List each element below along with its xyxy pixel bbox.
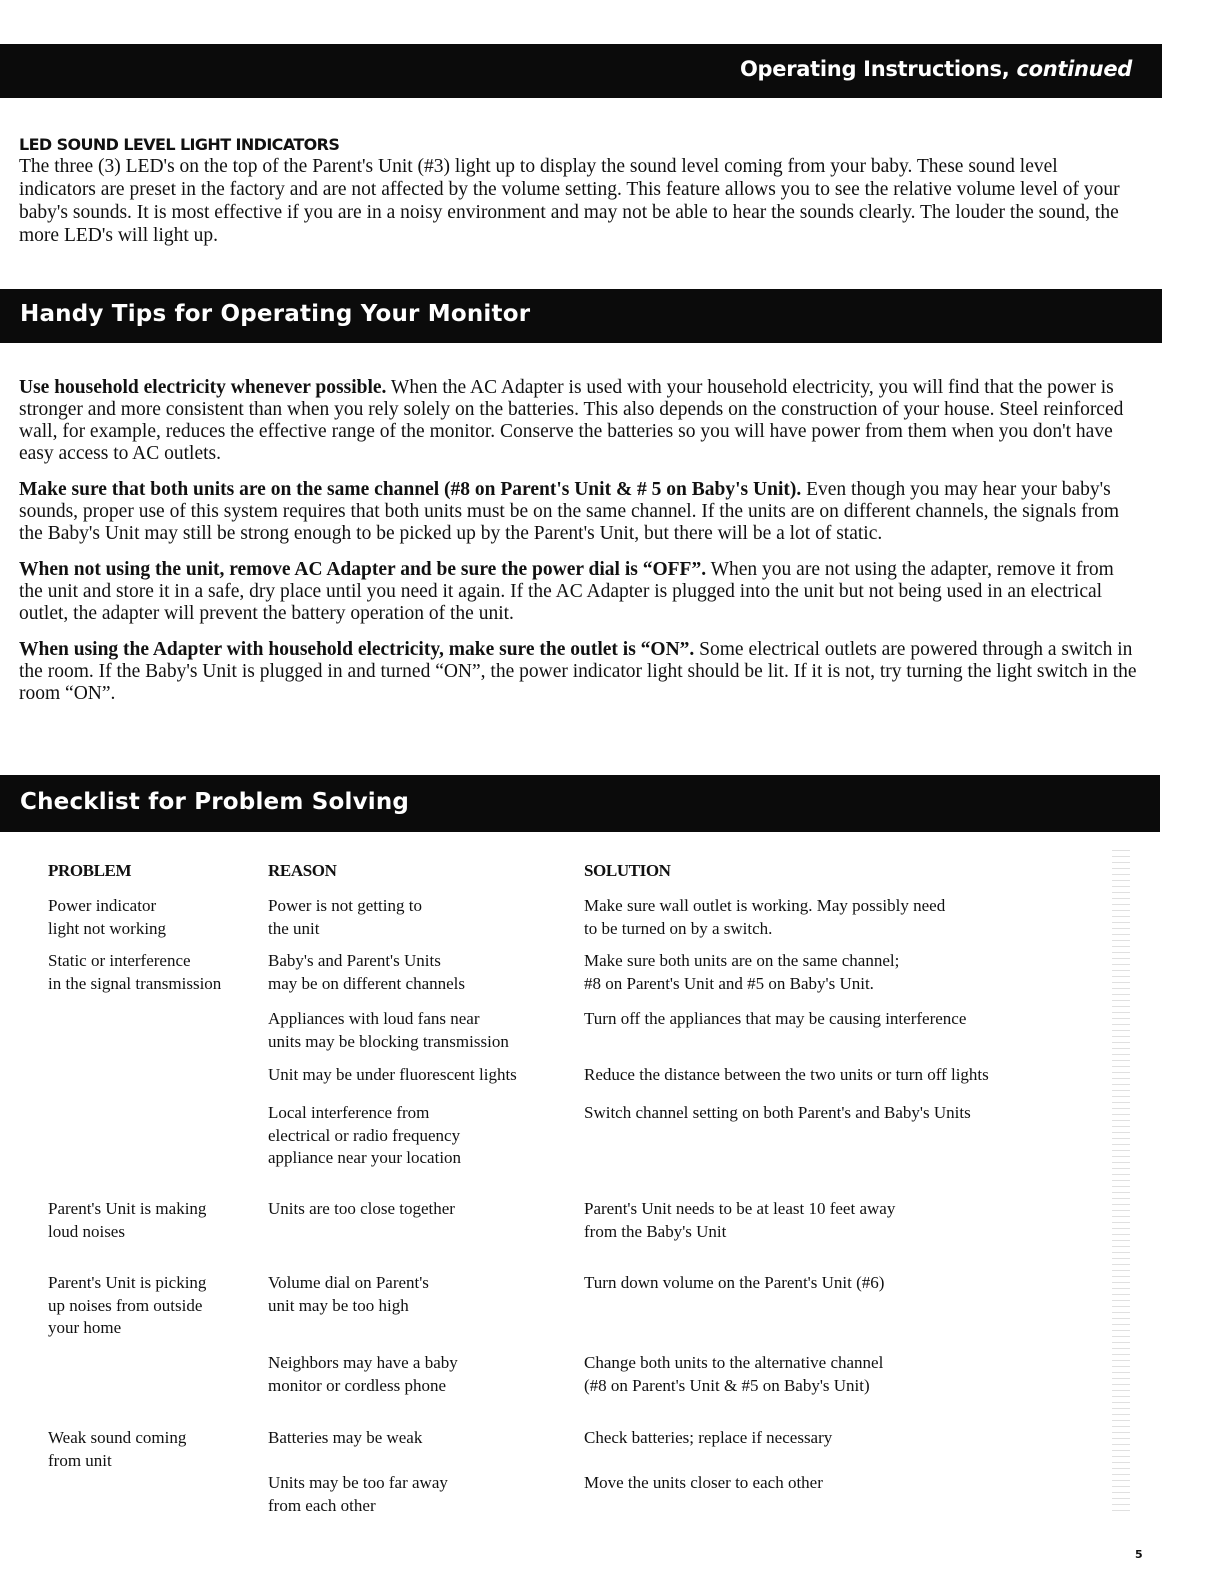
header-title: Operating Instructions, continued	[740, 57, 1132, 81]
solution-cell: Parent's Unit needs to be at least 10 feet away from the Baby's Unit	[584, 1199, 896, 1241]
solution-cell: Make sure wall outlet is working. May possibly need to be turned on by a switch.	[584, 896, 946, 938]
column-header-solution: SOLUTION	[584, 861, 671, 880]
reason-cell: Local interference from electrical or radio frequency appliance near your location	[268, 1103, 462, 1167]
column-header-problem: PROBLEM	[48, 861, 132, 880]
scan-margin-noise	[1112, 850, 1130, 1515]
reason-cell: Power is not getting to the unit	[268, 896, 422, 938]
tip-item: When using the Adapter with household electricity, make sure the outlet is “ON”. Some electrical outlets are powered through a switch in the room. If the Baby's Unit is plugged in and turned “ON”, the power indicator light should be lit. If it is not, try turning the light switch in the room “ON”.	[19, 639, 1137, 704]
solution-cell: Move the units closer to each other	[584, 1473, 823, 1492]
checklist-table	[0, 855, 1224, 1535]
reason-cell: Neighbors may have a baby monitor or cordless phone	[268, 1353, 458, 1395]
problem-cell: Power indicator light not working	[48, 896, 167, 938]
solution-cell: Check batteries; replace if necessary	[584, 1428, 833, 1447]
led-section	[19, 135, 1139, 247]
reason-cell: Volume dial on Parent's unit may be too high	[268, 1273, 429, 1315]
problem-cell: Parent's Unit is making loud noises	[48, 1199, 207, 1241]
solution-cell: Turn off the appliances that may be causing interference	[584, 1009, 967, 1028]
solution-cell: Change both units to the alternative channel (#8 on Parent's Unit & #5 on Baby's Unit)	[584, 1353, 884, 1395]
problem-cell: Weak sound coming from unit	[48, 1428, 187, 1470]
page-number: 5	[1135, 1548, 1143, 1561]
reason-cell: Appliances with loud fans near units may be blocking transmission	[268, 1009, 509, 1051]
solution-cell: Reduce the distance between the two units or turn off lights	[584, 1065, 989, 1084]
tip-item: When not using the unit, remove AC Adapter and be sure the power dial is “OFF”. When you are not using the adapter, remove it from the unit and store it in a safe, dry place until you need it again. If the AC Adapter is plugged into the unit but not being used in an electrical outlet, the adapter will prevent the battery operation of the unit.	[19, 559, 1114, 624]
tip-item: Make sure that both units are on the same channel (#8 on Parent's Unit & # 5 on Baby's Unit). Even though you may hear your baby's sounds, proper use of this system requires that both units must be on the same channel. If the units are on different channels, the signals from the Baby's Unit may still be strong enough to be picked up by the Parent's Unit, but there will be a lot of static.	[19, 479, 1120, 544]
solution-cell: Turn down volume on the Parent's Unit (#6)	[584, 1273, 885, 1292]
reason-cell: Unit may be under fluorescent lights	[268, 1065, 517, 1084]
led-body: The three (3) LED's on the top of the Parent's Unit (#3) light up to display the sound level coming from your baby. These sound level indicators are preset in the factory and are not affected by the volume setting. This feature allows you to see the relative volume level of your baby's sounds. It is most effective if you are in a noisy environment and may not be able to hear the sounds clearly. The louder the sound, the more LED's will light up.	[19, 156, 1120, 246]
reason-cell: Units are too close together	[268, 1199, 455, 1218]
tips-list	[19, 377, 1139, 719]
tip-item: Use household electricity whenever possible. When the AC Adapter is used with your household electricity, you will find that the power is stronger and more consistent than when you rely solely on the batteries. This also depends on the construction of your house. Steel reinforced wall, for example, reduces the effective range of the monitor. Conserve the batteries so you will have power from them when you don't have easy access to AC outlets.	[19, 377, 1124, 464]
problem-cell: Parent's Unit is picking up noises from outside your home	[48, 1273, 207, 1337]
solution-cell: Switch channel setting on both Parent's and Baby's Units	[584, 1103, 971, 1122]
header-bar	[0, 44, 1162, 98]
checklist-heading: Checklist for Problem Solving	[20, 789, 410, 815]
tips-heading: Handy Tips for Operating Your Monitor	[20, 301, 531, 327]
column-header-reason: REASON	[268, 861, 337, 880]
reason-cell: Units may be too far away from each other	[268, 1473, 448, 1515]
led-heading: LED SOUND LEVEL LIGHT INDICATORS	[19, 135, 340, 154]
tips-section-bar	[0, 289, 1162, 343]
solution-cell: Make sure both units are on the same channel; #8 on Parent's Unit and #5 on Baby's Unit.	[584, 951, 900, 993]
checklist-section-bar	[0, 775, 1160, 832]
problem-cell: Static or interference in the signal transmission	[48, 951, 222, 993]
reason-cell: Batteries may be weak	[268, 1428, 423, 1447]
reason-cell: Baby's and Parent's Units may be on different channels	[268, 951, 466, 993]
